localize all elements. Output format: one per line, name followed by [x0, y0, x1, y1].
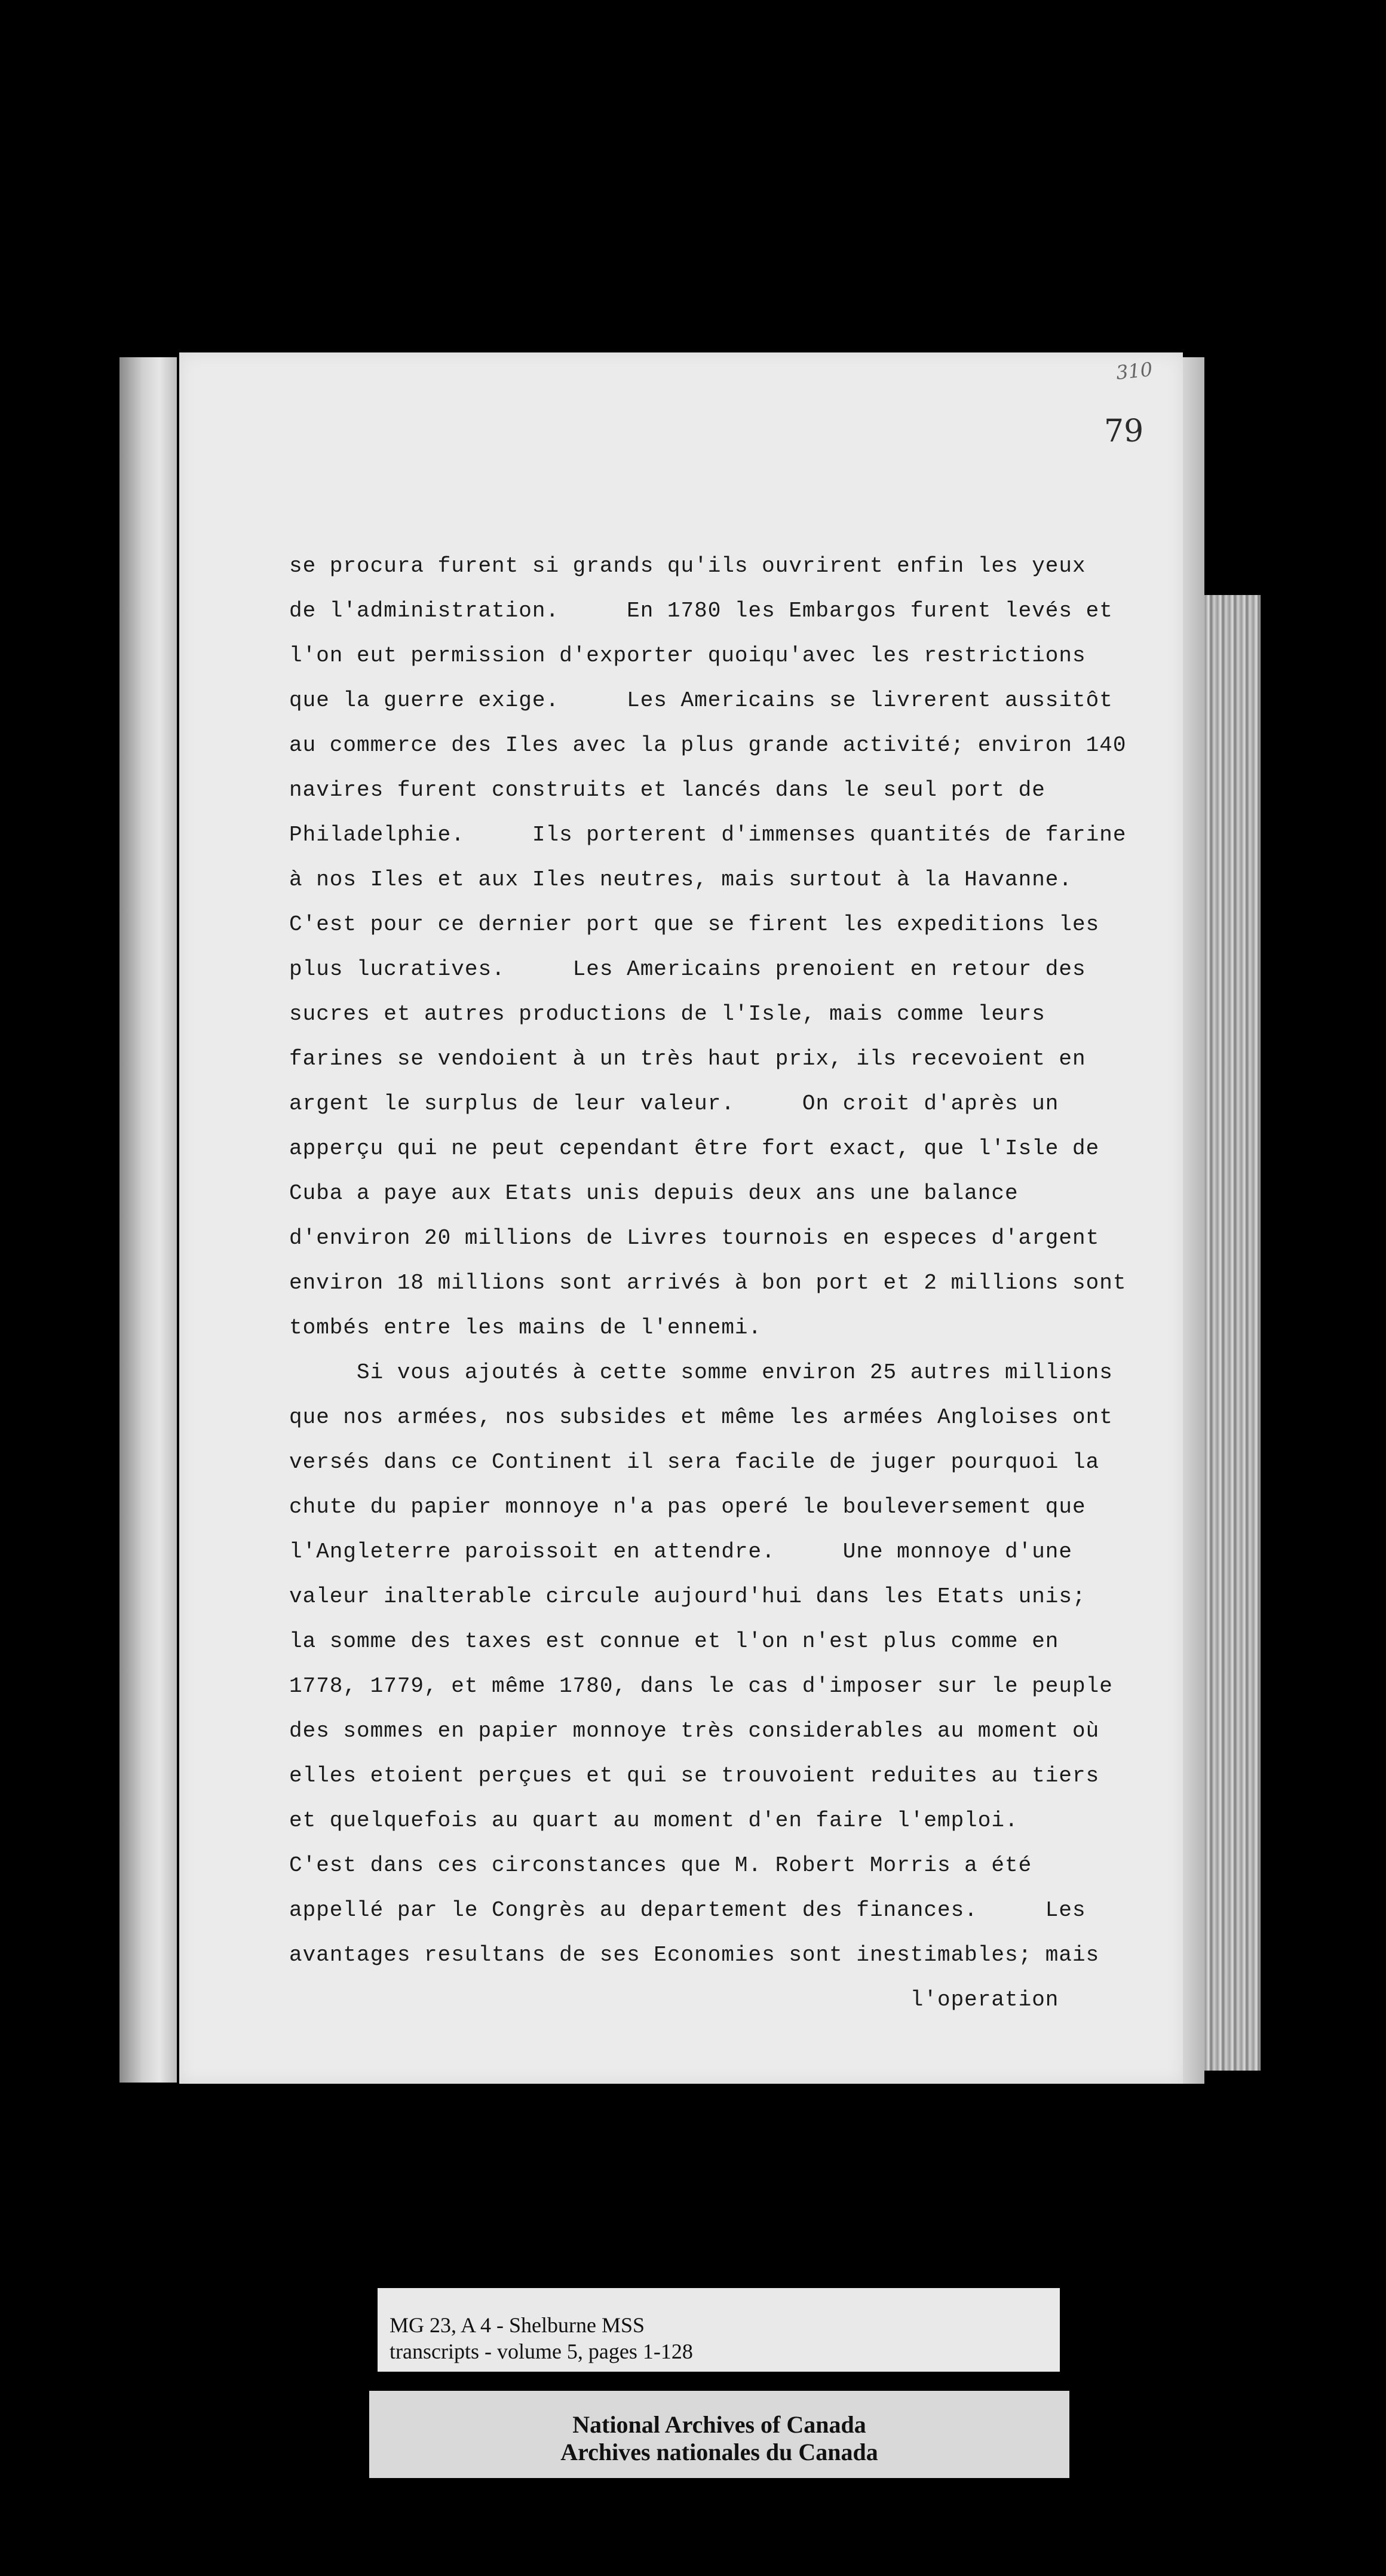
catalog-label-line: MG 23, A 4 - Shelburne MSS [390, 2313, 645, 2337]
text-line: l'on eut permission d'exporter quoiqu'avec les restrictions [289, 643, 1086, 668]
text-line: d'environ 20 millions de Livres tournois en especes d'argent [289, 1226, 1100, 1250]
text-line: avantages resultans de ses Economies sont inestimables; mais [289, 1943, 1100, 1967]
text-line: elles etoient perçues et qui se trouvoient reduites au tiers [289, 1764, 1100, 1788]
text-line: argent le surplus de leur valeur. On croit d'après un [289, 1091, 1059, 1116]
text-line: des sommes en papier monnoye très considerables au moment où [289, 1719, 1100, 1743]
text-line: à nos Iles et aux Iles neutres, mais surtout à la Havanne. [289, 867, 1073, 892]
text-line: Philadelphie. Ils porterent d'immenses quantités de farine [289, 823, 1127, 847]
text-line: sucres et autres productions de l'Isle, mais comme leurs [289, 1002, 1045, 1026]
text-line: versés dans ce Continent il sera facile de juger pourquoi la [289, 1450, 1100, 1474]
text-line: plus lucratives. Les Americains prenoient en retour des [289, 957, 1086, 982]
text-line: tombés entre les mains de l'ennemi. [289, 1315, 762, 1340]
text-line: environ 18 millions sont arrivés à bon port et 2 millions sont [289, 1271, 1127, 1295]
left-page-edge [119, 357, 177, 2083]
institution-name-english: National Archives of Canada [572, 2411, 866, 2438]
text-line: Cuba a paye aux Etats unis depuis deux ans une balance [289, 1181, 1019, 1206]
typed-text-body [289, 544, 1185, 2022]
text-line: C'est dans ces circonstances que M. Robert Morris a été [289, 1853, 1032, 1878]
text-line: Si vous ajoutés à cette somme environ 25 autres millions [289, 1360, 1113, 1385]
institution-label [369, 2391, 1069, 2478]
catalog-label-line: transcripts - volume 5, pages 1-128 [390, 2339, 693, 2363]
text-line: farines se vendoient à un très haut prix, ils recevoient en [289, 1047, 1086, 1071]
text-line: appellé par le Congrès au departement des finances. Les [289, 1898, 1086, 1922]
text-line: que nos armées, nos subsides et même les armées Angloises ont [289, 1405, 1113, 1430]
catalog-reference-label [378, 2288, 1060, 2372]
text-line: se procura furent si grands qu'ils ouvrirent enfin les yeux [289, 554, 1086, 578]
text-line: navires furent construits et lancés dans le seul port de [289, 778, 1045, 802]
text-line: valeur inalterable circule aujourd'hui dans les Etats unis; [289, 1584, 1086, 1609]
text-line: que la guerre exige. Les Americains se livrerent aussitôt [289, 688, 1113, 713]
text-line: apperçu qui ne peut cependant être fort exact, que l'Isle de [289, 1136, 1100, 1161]
institution-name-french: Archives nationales du Canada [560, 2439, 878, 2465]
handwritten-folio-number: 310 [1115, 357, 1154, 385]
text-line: et quelquefois au quart au moment d'en faire l'emploi. [289, 1808, 1019, 1833]
right-page-stack [1202, 595, 1261, 2071]
text-line: la somme des taxes est connue et l'on n'est plus comme en [289, 1629, 1059, 1654]
text-line: l'Angleterre paroissoit en attendre. Une monnoye d'une [289, 1540, 1073, 1564]
text-line: chute du papier monnoye n'a pas operé le bouleversement que [289, 1495, 1086, 1519]
text-line: C'est pour ce dernier port que se firent les expeditions les [289, 912, 1100, 937]
text-line: l'operation [289, 1988, 1059, 2012]
text-line: de l'administration. En 1780 les Embargos furent levés et [289, 599, 1113, 623]
page-number: 79 [1104, 413, 1144, 449]
text-line: 1778, 1779, et même 1780, dans le cas d'imposer sur le peuple [289, 1674, 1113, 1698]
text-line: au commerce des Iles avec la plus grande activité; environ 140 [289, 733, 1127, 758]
